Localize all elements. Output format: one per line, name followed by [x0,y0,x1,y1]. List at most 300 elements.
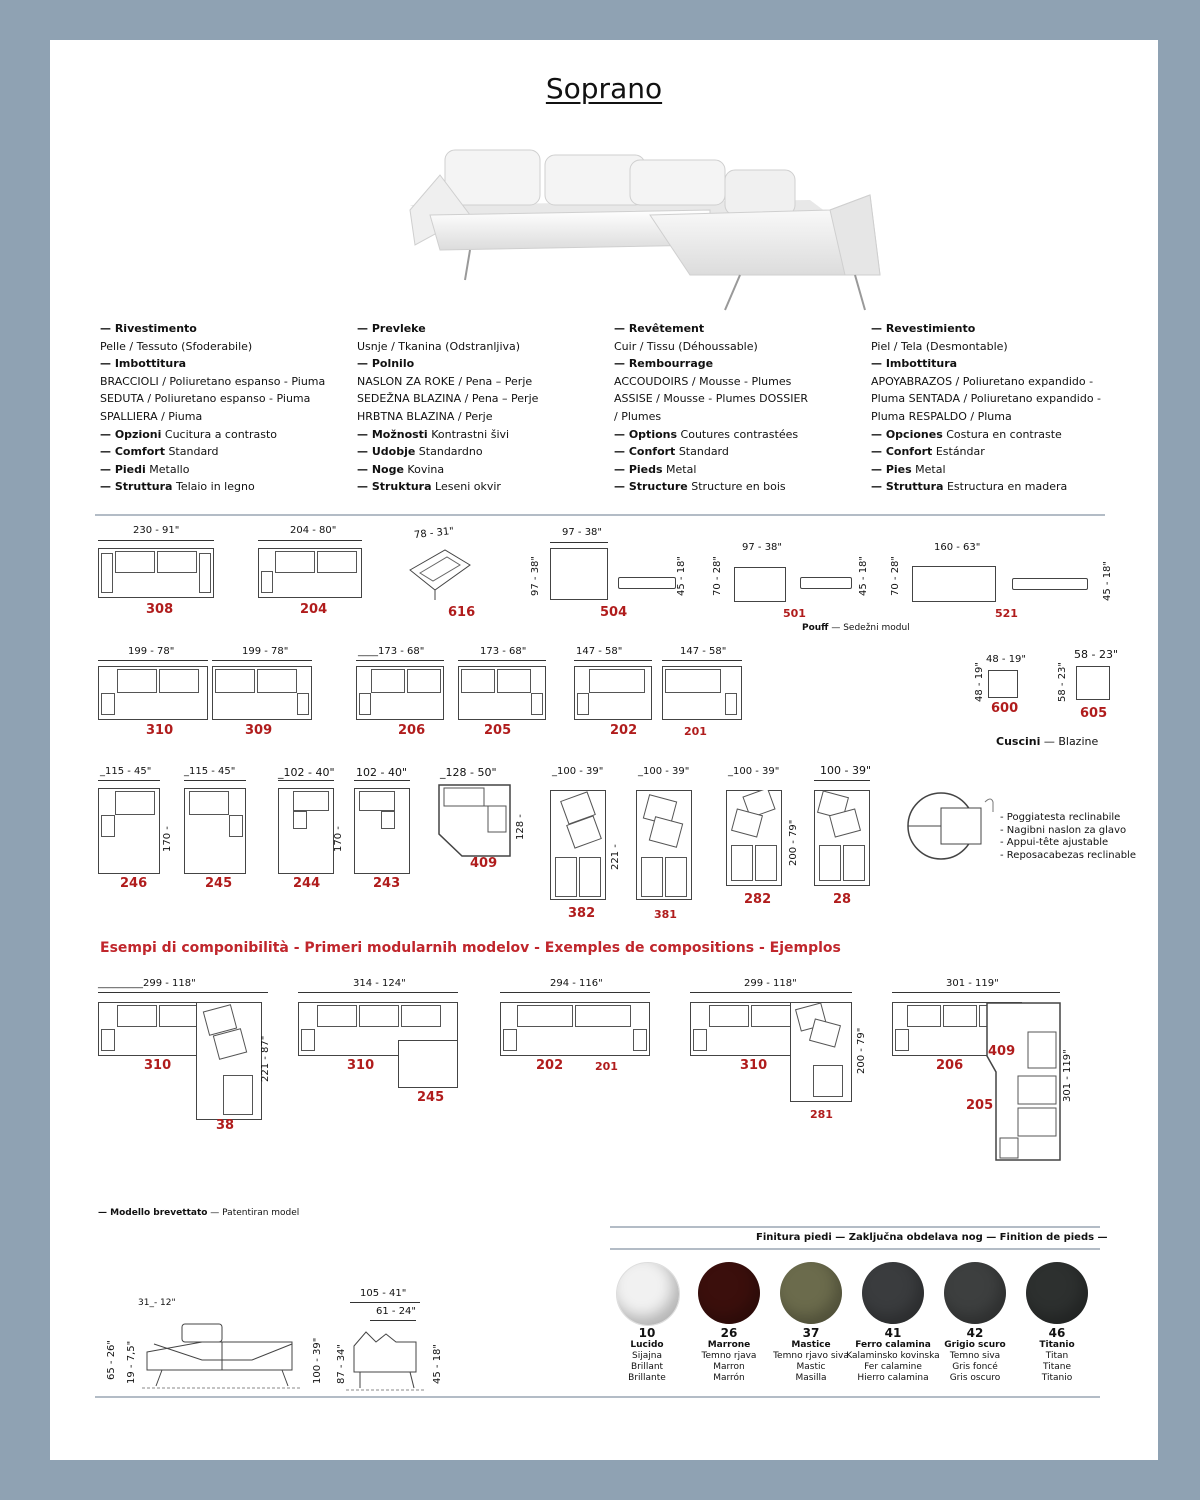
dimension-label: 128 - [515,814,526,840]
finish-swatch-37 [780,1262,842,1324]
spec-text: Standardno [415,445,483,459]
spec-line [614,320,864,338]
finish-swatch-42 [944,1262,1006,1324]
finish-label-line: Brillante [628,1373,666,1383]
reclining-headrest-drawing [790,1002,852,1062]
module-plan-243 [354,788,410,874]
spec-text: Costura en contraste [942,427,1062,441]
finish-label-line: Fer calamine [864,1362,922,1372]
dimension-line [458,660,546,661]
dimension-label: 45 - 18" [432,1343,443,1384]
module-plan-501 [734,567,786,602]
bottom-divider [95,1396,1100,1398]
product-title: Soprano [545,72,663,105]
module-code: 409 [470,856,498,871]
dimension-label: 45 - 18" [1102,560,1113,601]
spec-line [871,461,1121,479]
module-code: 245 [417,1090,445,1105]
armrest [261,571,273,593]
spec-line [871,426,1121,444]
module-code: 205 [484,723,512,738]
seat-cushion [401,1005,441,1027]
dimension-line [278,780,334,781]
spec-text: Metal [911,462,946,476]
armrest [693,1029,707,1051]
spec-heading: — Piedi [100,462,146,476]
spec-line [357,461,607,479]
reclining-headrest-drawing [726,790,782,846]
spec-heading: — Struktura [357,480,432,494]
spec-line [357,390,607,408]
armrest [229,815,243,837]
finish-swatch-26 [698,1262,760,1324]
spec-text: / Plumes [614,409,662,423]
spec-heading: — Imbottitura [871,357,958,371]
spec-text: ACCOUDOIRS / Mousse - Plumes [614,374,792,388]
seat-cushion [461,669,495,693]
examples-heading: Esempi di componibilità - Primeri modularnih modelov - Exemples de compositions - Ejemplos [100,940,841,956]
specs-italian [100,320,350,496]
spec-text: Pelle / Tessuto (Sfoderabile) [100,339,253,353]
module-code: 616 [448,605,476,620]
spec-line [871,373,1121,391]
dimension-label: _100 - 39" [728,766,780,777]
spec-line [871,320,1121,338]
spec-line [100,373,350,391]
module-plan-204 [258,548,362,598]
module-code: 381 [654,908,677,921]
finish-label-line: Titanio [1039,1340,1075,1350]
module-code: 245 [205,876,233,891]
spec-heading: — Udobje [357,445,416,459]
spec-line [614,338,864,356]
dimension-label: 160 - 63" [934,542,981,553]
spec-text: Kontrastni šivi [427,427,510,441]
spec-line [871,408,1121,426]
spec-line [614,373,864,391]
armrest [101,693,115,715]
finish-label-line: 46 [1048,1326,1066,1340]
seat-cushion [371,669,405,693]
headrest-caption-line: - Nagibni naslon za glavo [1000,824,1127,836]
finish-label-line: 26 [720,1326,738,1340]
dimension-line [574,660,652,661]
spec-line [357,408,607,426]
seat-cushion [751,1005,791,1027]
seat-cushion [731,845,753,881]
module-code: 310 [144,1058,172,1073]
seat-cushion [579,857,601,897]
module-code: 202 [610,723,638,738]
catalog-sheet [50,40,1158,1460]
finish-label-line: Ferro calamina [855,1340,931,1350]
pouf-side-view [800,577,852,589]
specs-french [614,320,864,496]
spec-line [357,426,607,444]
spec-line [871,443,1121,461]
spec-line [100,408,350,426]
spec-text: Structure en bois [687,480,786,494]
armrest [101,815,115,837]
spec-line [871,478,1121,496]
spec-heading: — Opciones [871,427,943,441]
spec-heading: — Struttura [871,480,944,494]
armrest [503,1029,517,1051]
finish-swatch-41 [862,1262,924,1324]
module-code: 600 [991,701,1019,716]
seat-cushion [115,551,155,573]
dimension-label: 97 - 38" [742,542,783,553]
dimension-label: 301 - 119" [1062,1049,1073,1102]
seat-cushion [407,669,441,693]
seat-cushion [813,1065,843,1097]
dimension-label: 147 - 58" [680,646,727,657]
module-code: 382 [568,906,596,921]
armrest [359,693,371,715]
dimension-label: 61 - 24" [376,1306,417,1317]
sofa-front-profile [142,1312,302,1392]
spec-heading: — Rivestimento [100,322,197,335]
module-plan-310 [98,666,208,720]
armrest [725,693,737,715]
finish-divider [610,1226,1100,1228]
module-plan-205 [458,666,546,720]
dimension-line [212,660,312,661]
spec-text: Telaio in legno [172,480,255,494]
spec-text: Usnje / Tkanina (Odstranljiva) [357,339,521,353]
armrest [297,693,309,715]
spec-text: Estándar [932,445,985,459]
dimension-label: 147 - 58" [576,646,623,657]
module-code: 206 [936,1058,964,1073]
spec-heading: — Confort [871,445,933,459]
reclining-headrest-drawing [636,790,692,860]
dimension-line [354,780,410,781]
spec-text: Coutures contrastées [677,427,799,441]
spec-line [100,443,350,461]
spec-heading: — Prevleke [357,322,426,335]
finish-label-line: Grigio scuro [944,1340,1006,1350]
pouf-side-view [618,577,676,589]
spec-line [614,461,864,479]
finish-label-line: Titane [1042,1362,1071,1372]
dimension-label: 199 - 78" [128,646,175,657]
seat-cushion [159,1005,199,1027]
module-code: 204 [300,602,328,617]
dimension-label: _128 - 50" [440,766,497,779]
seat-cushion [665,669,721,693]
spec-heading: — Confort [614,445,676,459]
module-code: 243 [373,876,401,891]
module-code: 504 [600,605,628,620]
finish-label-line: Marron [713,1362,745,1372]
dimension-line [258,540,362,541]
dimension-line [356,660,444,661]
module-code: 501 [783,607,806,620]
dimension-label: _115 - 45" [184,766,236,777]
module-code: 308 [146,602,174,617]
dimension-line [814,780,870,781]
spec-text: NASLON ZA ROKE / Pena – Perje [357,374,533,388]
spec-line [100,320,350,338]
finish-label-line: Gris oscuro [949,1373,1001,1383]
finish-label-line: Temno rjavo siva [773,1351,849,1361]
dimension-label: 100 - 39" [312,1337,323,1384]
seat-cushion [117,669,157,693]
spec-text: ASSISE / Mousse - Plumes DOSSIER [614,392,809,406]
module-code: 38 [216,1118,235,1133]
finish-label-line: Titan [1045,1351,1069,1361]
spec-text: SEDUTA / Poliuretano espanso - Piuma [100,392,311,406]
spec-heading: — Options [614,427,678,441]
module-plan-246 [98,788,160,874]
finish-label-line: Lucido [630,1340,664,1350]
dimension-line [98,660,208,661]
seat-cushion [641,857,663,897]
dimension-line [184,780,246,781]
seat-cushion [115,791,155,815]
dimension-label: 102 - 40" [356,766,408,779]
spec-text: Estructura en madera [943,480,1068,494]
dimension-label: _115 - 45" [100,766,152,777]
dimension-label: 48 - 19" [986,654,1027,665]
module-code: 281 [810,1108,833,1121]
seat-cushion [159,669,199,693]
cushions-caption: Cuscini — Blazine [996,735,1099,748]
dimension-label: _102 - 40" [278,766,335,779]
finish-label-line: Mastic [796,1362,826,1372]
finish-heading: Finitura piedi — Zaključna obdelava nog — Finition de pieds — [756,1232,1108,1243]
module-code: 309 [245,723,273,738]
finish-label-line: Brillant [630,1362,664,1372]
seat-cushion [293,791,329,811]
armrest [577,693,589,715]
dimension-line [892,992,1060,993]
module-plan-202 [574,666,652,720]
seat-cushion [157,551,197,573]
spec-heading: — Structure [614,480,688,494]
seat-cushion [755,845,777,881]
dimension-line [690,992,852,993]
seat-cushion [223,1075,253,1115]
spec-line [614,426,864,444]
seat-cushion [257,669,297,693]
seat-cushion [497,669,531,693]
dimension-line [550,542,608,543]
spec-text: SPALLIERA / Piuma [100,409,203,423]
finish-label-line: Sijajna [632,1351,662,1361]
spec-line [100,478,350,496]
dimension-label: 100 - 39" [820,764,872,777]
armrest [895,1029,909,1051]
sofa-side-profile [346,1322,426,1392]
finish-swatch-10 [616,1262,680,1326]
finish-label-line: Temno rjava [701,1351,757,1361]
patent-note: — Modello brevettato — Patentiran model [98,1208,300,1218]
module-plan-504 [550,548,608,600]
module-plan-201 [662,666,742,720]
seat-cushion [665,857,687,897]
dimension-label: 299 - 118" [744,978,797,989]
cushion-plan-600 [988,670,1018,698]
finish-label [1007,1326,1107,1384]
finish-label-line: Gris foncé [952,1362,998,1372]
module-plan-244 [278,788,334,874]
spec-text: Standard [164,445,219,459]
seat-cushion [555,857,577,897]
spec-heading: — Pies [871,462,912,476]
spec-heading: — Možnosti [357,427,428,441]
spec-text: Kovina [403,462,445,476]
dimension-label: 200 - 79" [856,1027,867,1074]
composition-module [986,1002,1062,1162]
finish-label-line: Temno siva [949,1351,1001,1361]
spec-text: Standard [675,445,729,459]
headrest-caption-line: - Reposacabezas reclinable [1000,849,1136,861]
spec-line [614,390,864,408]
dimension-line [98,780,160,781]
spec-heading: — Noge [357,462,404,476]
dimension-label: 48 - 19" [974,661,985,702]
module-plan-616 [405,545,475,605]
armrest [293,811,307,829]
spec-text: Metal [662,462,697,476]
module-code: 244 [293,876,321,891]
seat-cushion [819,845,841,881]
module-plan-409 [438,784,512,862]
dimension-label: 58 - 23" [1057,661,1068,702]
dimension-label: 97 - 38" [530,555,541,596]
dimension-label: 70 - 28" [712,555,723,596]
seat-cushion [517,1005,573,1027]
module-code: 206 [398,723,426,738]
spec-line [871,355,1121,373]
seat-cushion [215,669,255,693]
composition-module [398,1040,458,1088]
dimension-label: 70 - 28" [890,555,901,596]
spec-heading: — Revestimiento [871,322,976,335]
spec-heading: — Revêtement [614,322,705,335]
dimension-label: 170 - [162,826,173,852]
dimension-label: 221 - 87" [260,1035,271,1082]
module-code: 310 [347,1058,375,1073]
module-plan-308 [98,548,214,598]
dimension-line [662,660,742,661]
specs-spanish [871,320,1121,496]
section-divider [95,514,1105,516]
spec-line [614,478,864,496]
dimension-label: 78 - 31" [413,525,455,542]
spec-line [357,373,607,391]
spec-text: BRACCIOLI / Poliuretano espanso - Piuma [100,374,326,388]
module-code: 28 [833,892,852,907]
module-code: 246 [120,876,148,891]
spec-line [614,355,864,373]
module-plan-309 [212,666,312,720]
finish-label-line: Marrone [707,1340,751,1350]
armrest [101,1029,115,1051]
spec-line [357,443,607,461]
dimension-line [98,540,214,541]
dimension-label: 301 - 119" [946,978,999,989]
reclining-headrest-drawing [196,1002,262,1072]
spec-text: Cuir / Tissu (Déhoussable) [614,339,758,353]
dimension-label: _100 - 39" [638,766,690,777]
headrest-detail-icon [905,790,1005,862]
spec-line [357,355,607,373]
headrest-caption [1000,812,1136,862]
dimension-label: 294 - 116" [550,978,603,989]
seat-cushion [907,1005,941,1027]
dimension-label: 199 - 78" [242,646,289,657]
armrest [301,1029,315,1051]
dimension-label: 105 - 41" [360,1288,407,1299]
module-code: 310 [740,1058,768,1073]
armrest [199,553,211,593]
spec-line [871,390,1121,408]
dimension-label: 45 - 18" [858,555,869,596]
finish-label-line: 37 [802,1326,820,1340]
reclining-headrest-drawing [814,790,870,846]
module-code: 409 [988,1044,1016,1059]
dimension-line [370,1320,416,1321]
dimension-label: 31_- 12" [138,1298,176,1308]
spec-text: Leseni okvir [431,480,501,494]
dimension-label: 230 - 91" [133,525,180,536]
finish-divider [610,1248,1100,1250]
finish-label-line: Titanio [1041,1373,1073,1383]
specs-slovenian [357,320,607,496]
spec-line [614,443,864,461]
seat-cushion [317,551,357,573]
armrest [101,553,113,593]
finish-label-line: 10 [638,1326,656,1340]
seat-cushion [359,1005,399,1027]
seat-cushion [317,1005,357,1027]
dimension-label: 173 - 68" [480,646,527,657]
module-code: 201 [684,725,707,738]
finish-label-line: Kalaminsko kovinska [846,1351,940,1361]
spec-line [357,338,607,356]
spec-text: APOYABRAZOS / Poliuretano expandido - [871,374,1094,388]
seat-cushion [709,1005,749,1027]
cushion-plan-605 [1076,666,1110,700]
spec-line [100,338,350,356]
spec-line [100,461,350,479]
spec-text: HRBTNA BLAZINA / Perje [357,409,493,423]
spec-line [357,478,607,496]
dimension-label: 65 - 26" [106,1339,117,1380]
reclining-headrest-drawing [550,790,606,860]
seat-cushion [589,669,645,693]
dimension-line [500,992,650,993]
armrest [381,811,395,829]
module-code: 282 [744,892,772,907]
seat-cushion [843,845,865,881]
seat-cushion [189,791,229,815]
dimension-label: 19 - 7,5" [126,1340,137,1384]
spec-text: Cucitura a contrasto [161,427,278,441]
dimension-label: 170 - [333,826,344,852]
finish-label-line: 41 [884,1326,902,1340]
spec-heading: — Struttura [100,480,173,494]
dimension-label: 314 - 124" [353,978,406,989]
spec-heading: — Pieds [614,462,663,476]
dimension-label: 204 - 80" [290,525,337,536]
module-code: 310 [146,723,174,738]
spec-text: Pluma RESPALDO / Pluma [871,409,1012,423]
armrest [633,1029,647,1051]
